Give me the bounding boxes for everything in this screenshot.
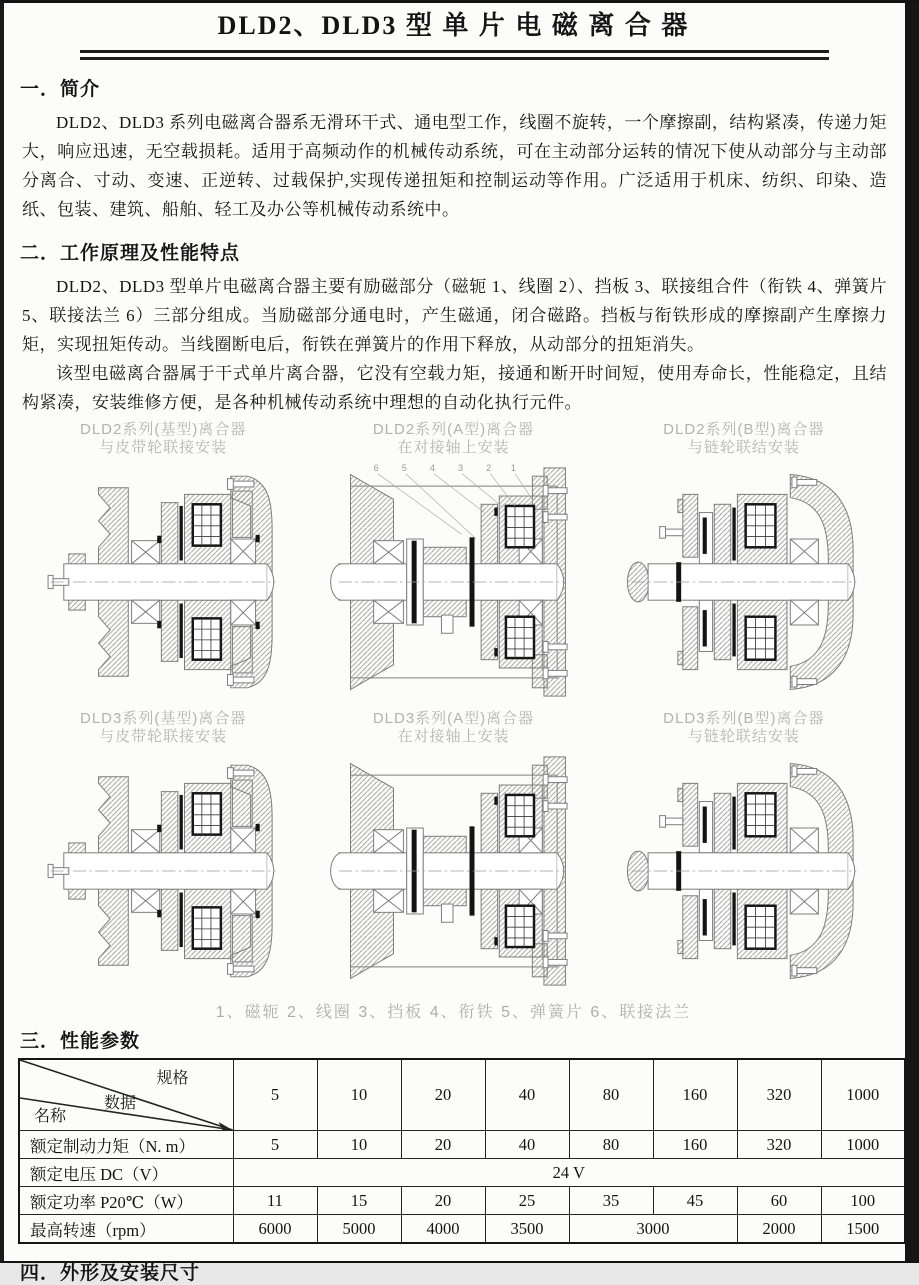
clutch-sprocket-drawing: [603, 458, 885, 706]
intro-paragraph: DLD2、DLD3 系列电磁离合器系无滑环干式、通电型工作，线圈不旋转，一个摩擦副，结构紧凑，传递力矩大，响应迅速，无空载损耗。适用于高频动作的机械传动系统，可在主动部分运转的情况下使从动部分与主动部分离合、寸动、变速、正逆转、过载保护,实现传递扭矩和控制运动等作用。广泛适用于机床、纺织、印染、造纸、包装、建筑、船舶、轻工及办公等机械传动系统中。: [22, 113, 887, 219]
callout-3: 3: [458, 463, 464, 474]
callout-2: 2: [486, 463, 492, 474]
cell: 60: [737, 1187, 821, 1215]
page-title: DLD2、DLD3 型 单 片 电 磁 离 合 器: [217, 11, 690, 40]
cell: 35: [569, 1187, 653, 1215]
cell: 20: [401, 1187, 485, 1215]
title-divider: [80, 50, 829, 60]
table-corner-cell: [19, 1059, 233, 1131]
parts-legend: 1、磁轭 2、线圈 3、挡板 4、衔铁 5、弹簧片 6、联接法兰: [215, 1004, 692, 1021]
row-label: 额定制动力矩（N. m）: [19, 1131, 233, 1159]
clutch-sprocket-drawing: [603, 747, 885, 995]
figure-dld2-basic: [18, 421, 308, 706]
row-label: 最高转速（rpm）: [19, 1215, 233, 1244]
cell: 11: [233, 1187, 317, 1215]
cell: 320: [737, 1131, 821, 1159]
row-label: 额定功率 P20℃（W）: [19, 1187, 233, 1215]
figure-dld2-a: [308, 421, 598, 706]
corner-label-spec: 规格: [156, 1070, 189, 1087]
figure-row-dld3: [18, 710, 889, 995]
figure-drawing: [599, 458, 889, 706]
clutch-coupling-drawing: [312, 747, 594, 995]
cell: 25: [485, 1187, 569, 1215]
table-row-power: [19, 1187, 905, 1215]
cell: 5000: [317, 1215, 401, 1244]
spec-col: 80: [569, 1059, 653, 1131]
figure-dld3-a: [308, 710, 598, 995]
scan-edge-bar: [905, 3, 919, 1261]
callout-6: 6: [374, 463, 380, 474]
spec-col: 160: [653, 1059, 737, 1131]
cell: 3000: [569, 1215, 737, 1244]
corner-label-data: 数据: [104, 1095, 137, 1112]
caption-line: DLD3系列(B型)离合器: [663, 710, 825, 727]
cell: 4000: [401, 1215, 485, 1244]
figure-caption: [18, 421, 308, 457]
cell: 1000: [821, 1131, 905, 1159]
cell: 160: [653, 1131, 737, 1159]
principle-paragraph-2: 该型电磁离合器属于干式单片离合器，它没有空载力矩，接通和断开时间短，使用寿命长，性能稳定，且结构紧凑，安装维修方便，是各种机械传动系统中理想的自动化执行元件。: [22, 364, 887, 412]
clutch-pulley-drawing: [22, 747, 304, 995]
figure-dld3-b: [599, 710, 889, 995]
figure-drawing: [18, 458, 308, 706]
section-heading-principle: 二．工作原理及性能特点: [20, 243, 241, 264]
section-heading-intro: 一．简介: [20, 79, 101, 100]
cell: 1500: [821, 1215, 905, 1244]
corner-label-name: 名称: [34, 1108, 67, 1125]
performance-table: [18, 1058, 906, 1244]
callout-4: 4: [430, 463, 436, 474]
caption-line: 在对接轴上安装: [397, 439, 510, 456]
cell: 100: [821, 1187, 905, 1215]
row-label: 额定电压 DC（V）: [19, 1159, 233, 1187]
caption-line: DLD2系列(B型)离合器: [663, 421, 825, 438]
spec-col: 320: [737, 1059, 821, 1131]
spec-col: 40: [485, 1059, 569, 1131]
cell: 24 V: [233, 1159, 905, 1187]
figure-caption: [599, 421, 889, 457]
section-heading-params: 三．性能参数: [20, 1031, 141, 1052]
figure-dld2-b: [599, 421, 889, 706]
spec-col: 20: [401, 1059, 485, 1131]
caption-line: 与皮带轮联接安装: [99, 439, 228, 456]
section-heading-dimensions: 四．外形及安装尺寸: [20, 1263, 201, 1284]
cell: 5: [233, 1131, 317, 1159]
caption-line: DLD2系列(A型)离合器: [372, 421, 535, 438]
caption-line: 与皮带轮联接安装: [99, 728, 228, 745]
caption-line: DLD3系列(基型)离合器: [79, 710, 247, 727]
figure-row-dld2: [18, 421, 889, 706]
cell: 15: [317, 1187, 401, 1215]
figure-drawing: [18, 747, 308, 995]
figure-caption: [18, 710, 308, 746]
cell: 6000: [233, 1215, 317, 1244]
callout-1: 1: [511, 463, 517, 474]
figure-drawing: [599, 747, 889, 995]
figure-drawing: [308, 747, 598, 995]
table-row-voltage: [19, 1159, 905, 1187]
cell: 20: [401, 1131, 485, 1159]
cell: 2000: [737, 1215, 821, 1244]
figure-drawing: [308, 458, 598, 706]
table-row-speed: [19, 1215, 905, 1244]
cell: 3500: [485, 1215, 569, 1244]
cell: 10: [317, 1131, 401, 1159]
clutch-pulley-drawing: [22, 458, 304, 706]
cell: 40: [485, 1131, 569, 1159]
caption-line: DLD2系列(基型)离合器: [79, 421, 247, 438]
caption-line: 在对接轴上安装: [397, 728, 510, 745]
table-header-row: [19, 1059, 905, 1131]
caption-line: 与链轮联结安装: [687, 439, 800, 456]
callout-5: 5: [402, 463, 408, 474]
figure-caption: [308, 710, 598, 746]
figure-dld3-basic: [18, 710, 308, 995]
clutch-coupling-drawing: [312, 458, 594, 706]
spec-col: 10: [317, 1059, 401, 1131]
spec-col: 1000: [821, 1059, 905, 1131]
cell: 45: [653, 1187, 737, 1215]
cell: 80: [569, 1131, 653, 1159]
figure-caption: [308, 421, 598, 457]
figure-caption: [599, 710, 889, 746]
table-row-torque: [19, 1131, 905, 1159]
spec-col: 5: [233, 1059, 317, 1131]
caption-line: 与链轮联结安装: [687, 728, 800, 745]
caption-line: DLD3系列(A型)离合器: [372, 710, 535, 727]
principle-paragraph-1: DLD2、DLD3 型单片电磁离合器主要有励磁部分（磁轭 1、线圈 2）、挡板 3、联接组合件（衔铁 4、弹簧片 5、联接法兰 6）三部分组成。当励磁部分通电时，产生磁通，闭合磁路。挡板与衔铁形成的摩擦副产生摩擦力矩，实现扭矩传动。当线圈断电后，衔铁在弹簧片的作用下释放，从动部分的扭矩消失。: [22, 277, 887, 354]
